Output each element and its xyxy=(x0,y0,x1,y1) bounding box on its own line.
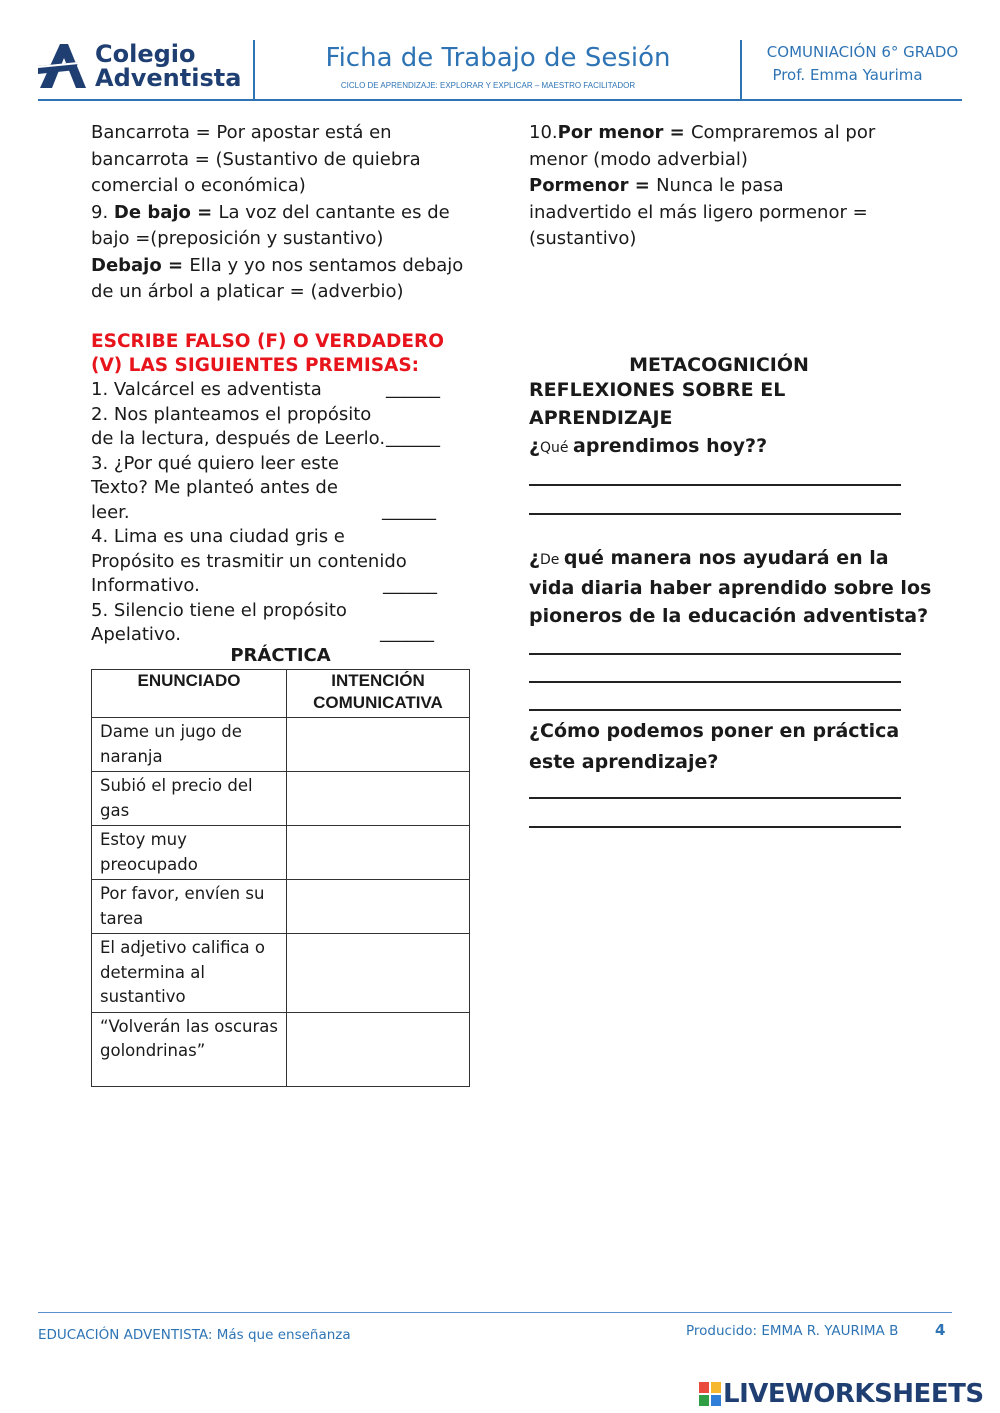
premise-line: 2. Nos planteamos el propósito xyxy=(91,403,372,425)
page-subtitle: CICLO DE APRENDIZAJE: EXPLORAR Y EXPLICAR – MAESTRO FACILITADOR xyxy=(340,81,636,90)
course-label: COMUNIACIÓN 6° GRADO xyxy=(766,43,959,61)
meta-subtitle-line: REFLEXIONES SOBRE EL xyxy=(529,379,786,401)
text-line: menor (modo adverbial) xyxy=(529,148,748,170)
header-divider xyxy=(740,40,742,99)
question-mark: ¿ xyxy=(529,435,541,457)
answer-blank-1[interactable]: ______ xyxy=(386,378,440,399)
text-line: bajo =(preposición y sustantivo) xyxy=(91,228,384,249)
meta-title: METACOGNICIÓN xyxy=(629,354,809,376)
table-row xyxy=(92,880,470,934)
text-line xyxy=(91,253,511,280)
premise-line: Informativo. xyxy=(91,575,200,596)
answer-cell[interactable] xyxy=(287,772,470,826)
answer-line[interactable] xyxy=(529,484,901,486)
answer-cell[interactable] xyxy=(287,1012,470,1086)
enunciado-cell: Dame un jugo de naranja xyxy=(92,718,287,772)
text-line xyxy=(529,173,969,200)
footer-rule xyxy=(38,1312,952,1313)
answer-cell[interactable] xyxy=(287,934,470,1013)
question-1 xyxy=(529,432,949,462)
answer-line[interactable] xyxy=(529,653,901,655)
text-line: comercial o económica) xyxy=(91,175,306,196)
question-mark: ¿ xyxy=(529,547,541,569)
table-header-row xyxy=(92,670,470,718)
liveworksheets-logo-text: LIVEWORKSHEETS xyxy=(723,1379,984,1409)
answer-line[interactable] xyxy=(529,797,901,799)
liveworksheets-brand[interactable] xyxy=(699,1379,999,1409)
term: De bajo = xyxy=(113,201,219,223)
text-line: de un árbol a platicar = (adverbio) xyxy=(91,281,404,302)
premise-line: de la lectura, después de Leerlo. xyxy=(91,428,386,449)
question-line: este aprendizaje? xyxy=(529,751,719,773)
premise-line: Propósito es trasmitir un contenido xyxy=(91,550,407,572)
question-word: Qué xyxy=(540,440,573,456)
practice-table xyxy=(91,669,470,1087)
premise-line: 3. ¿Por qué quiero leer este xyxy=(91,452,339,474)
col-header-line: COMUNICATIVA xyxy=(313,693,443,712)
col-header-enunciado: ENUNCIADO xyxy=(92,670,287,718)
definition: La voz del cantante es de xyxy=(218,201,450,223)
text-line xyxy=(91,200,511,227)
practice-title: PRÁCTICA xyxy=(230,645,331,666)
premise-line: Apelativo. xyxy=(91,624,181,645)
answer-blank-4[interactable]: ______ xyxy=(383,574,437,595)
premise-line: 5. Silencio tiene el propósito xyxy=(91,599,347,621)
header-rule xyxy=(38,99,962,101)
answer-cell[interactable] xyxy=(287,880,470,934)
question-line: pioneros de la educación adventista? xyxy=(529,605,929,627)
text-line: bancarrota = (Sustantivo de quiebra xyxy=(91,148,421,170)
vocabulary-left xyxy=(91,120,511,306)
question-text: qué manera nos ayudará en la xyxy=(563,547,889,569)
question-text: aprendimos hoy?? xyxy=(573,435,768,457)
page-number: 4 xyxy=(935,1321,946,1339)
meta-subtitle xyxy=(529,376,929,432)
table-row xyxy=(92,718,470,772)
enunciado-cell: Por favor, envíen su tarea xyxy=(92,880,287,934)
question-2 xyxy=(529,544,949,630)
answer-cell[interactable] xyxy=(287,826,470,880)
answer-blank-5[interactable]: ______ xyxy=(380,622,434,643)
question-word: De xyxy=(540,552,564,568)
text-line xyxy=(529,120,969,147)
page-title: Ficha de Trabajo de Sesión xyxy=(325,43,671,73)
text-line: inadvertido el más ligero pormenor = xyxy=(529,201,868,223)
term: Por menor = xyxy=(557,122,691,143)
question-line xyxy=(529,544,949,574)
table-row xyxy=(92,772,470,826)
enunciado-cell: “Volverán las oscuras golondrinas” xyxy=(92,1012,287,1086)
question-line: vida diaria haber aprendido sobre los xyxy=(529,577,932,599)
table-row xyxy=(92,1012,470,1086)
answer-line[interactable] xyxy=(529,681,901,683)
table-row xyxy=(92,934,470,1013)
col-header-intencion xyxy=(287,670,470,718)
question-3 xyxy=(529,716,949,778)
answer-line[interactable] xyxy=(529,709,901,711)
vocabulary-right xyxy=(529,120,969,253)
logo-line-2: Adventista xyxy=(95,64,242,92)
quiz-heading-line-2: (V) LAS SIGUIENTES PREMISAS: xyxy=(91,355,420,376)
definition: Nunca le pasa xyxy=(656,175,784,196)
table-row xyxy=(92,826,470,880)
meta-subtitle-line: APRENDIZAJE xyxy=(529,407,673,429)
quiz-heading-line-1: ESCRIBE FALSO (F) O VERDADERO xyxy=(91,331,444,352)
logo-mark-icon xyxy=(38,44,86,88)
liveworksheets-icon xyxy=(699,1382,721,1406)
quiz-heading xyxy=(91,330,511,378)
col-header-line: INTENCIÓN xyxy=(331,671,425,690)
definition: Compraremos al por xyxy=(690,122,876,143)
term: Debajo = xyxy=(91,254,190,276)
text-line: (sustantivo) xyxy=(529,228,637,249)
premise-line: 4. Lima es una ciudad gris e xyxy=(91,526,345,547)
enunciado-cell: El adjetivo califica o determina al sustantivo xyxy=(92,934,287,1013)
quiz-premises xyxy=(91,378,511,648)
text-line: Bancarrota = Por apostar está en xyxy=(91,122,392,143)
logo-line-1: Colegio xyxy=(95,40,196,68)
enunciado-cell: Subió el precio del gas xyxy=(92,772,287,826)
answer-line[interactable] xyxy=(529,513,901,515)
header-divider xyxy=(253,40,255,99)
answer-line[interactable] xyxy=(529,826,901,828)
teacher-label: Prof. Emma Yaurima xyxy=(772,66,923,84)
school-logo xyxy=(38,42,248,92)
answer-blank-2[interactable]: ______ xyxy=(386,427,440,448)
footer-motto: EDUCACIÓN ADVENTISTA: Más que enseñanza xyxy=(38,1327,351,1343)
premise-line: 1. Valcárcel es adventista xyxy=(91,379,322,400)
definition: Ella y yo nos sentamos debajo xyxy=(189,254,464,276)
question-line: ¿Cómo podemos poner en práctica xyxy=(529,720,900,742)
answer-blank-3[interactable]: ______ xyxy=(382,500,436,521)
premise-line: leer. xyxy=(91,501,130,523)
term: Pormenor = xyxy=(529,175,657,196)
item-number: 9. xyxy=(91,201,114,223)
answer-cell[interactable] xyxy=(287,718,470,772)
enunciado-cell: Estoy muy preocupado xyxy=(92,826,287,880)
item-number: 10. xyxy=(529,122,558,143)
premise-line: Texto? Me planteó antes de xyxy=(91,477,338,498)
footer-producer: Producido: EMMA R. YAURIMA B xyxy=(686,1323,899,1339)
